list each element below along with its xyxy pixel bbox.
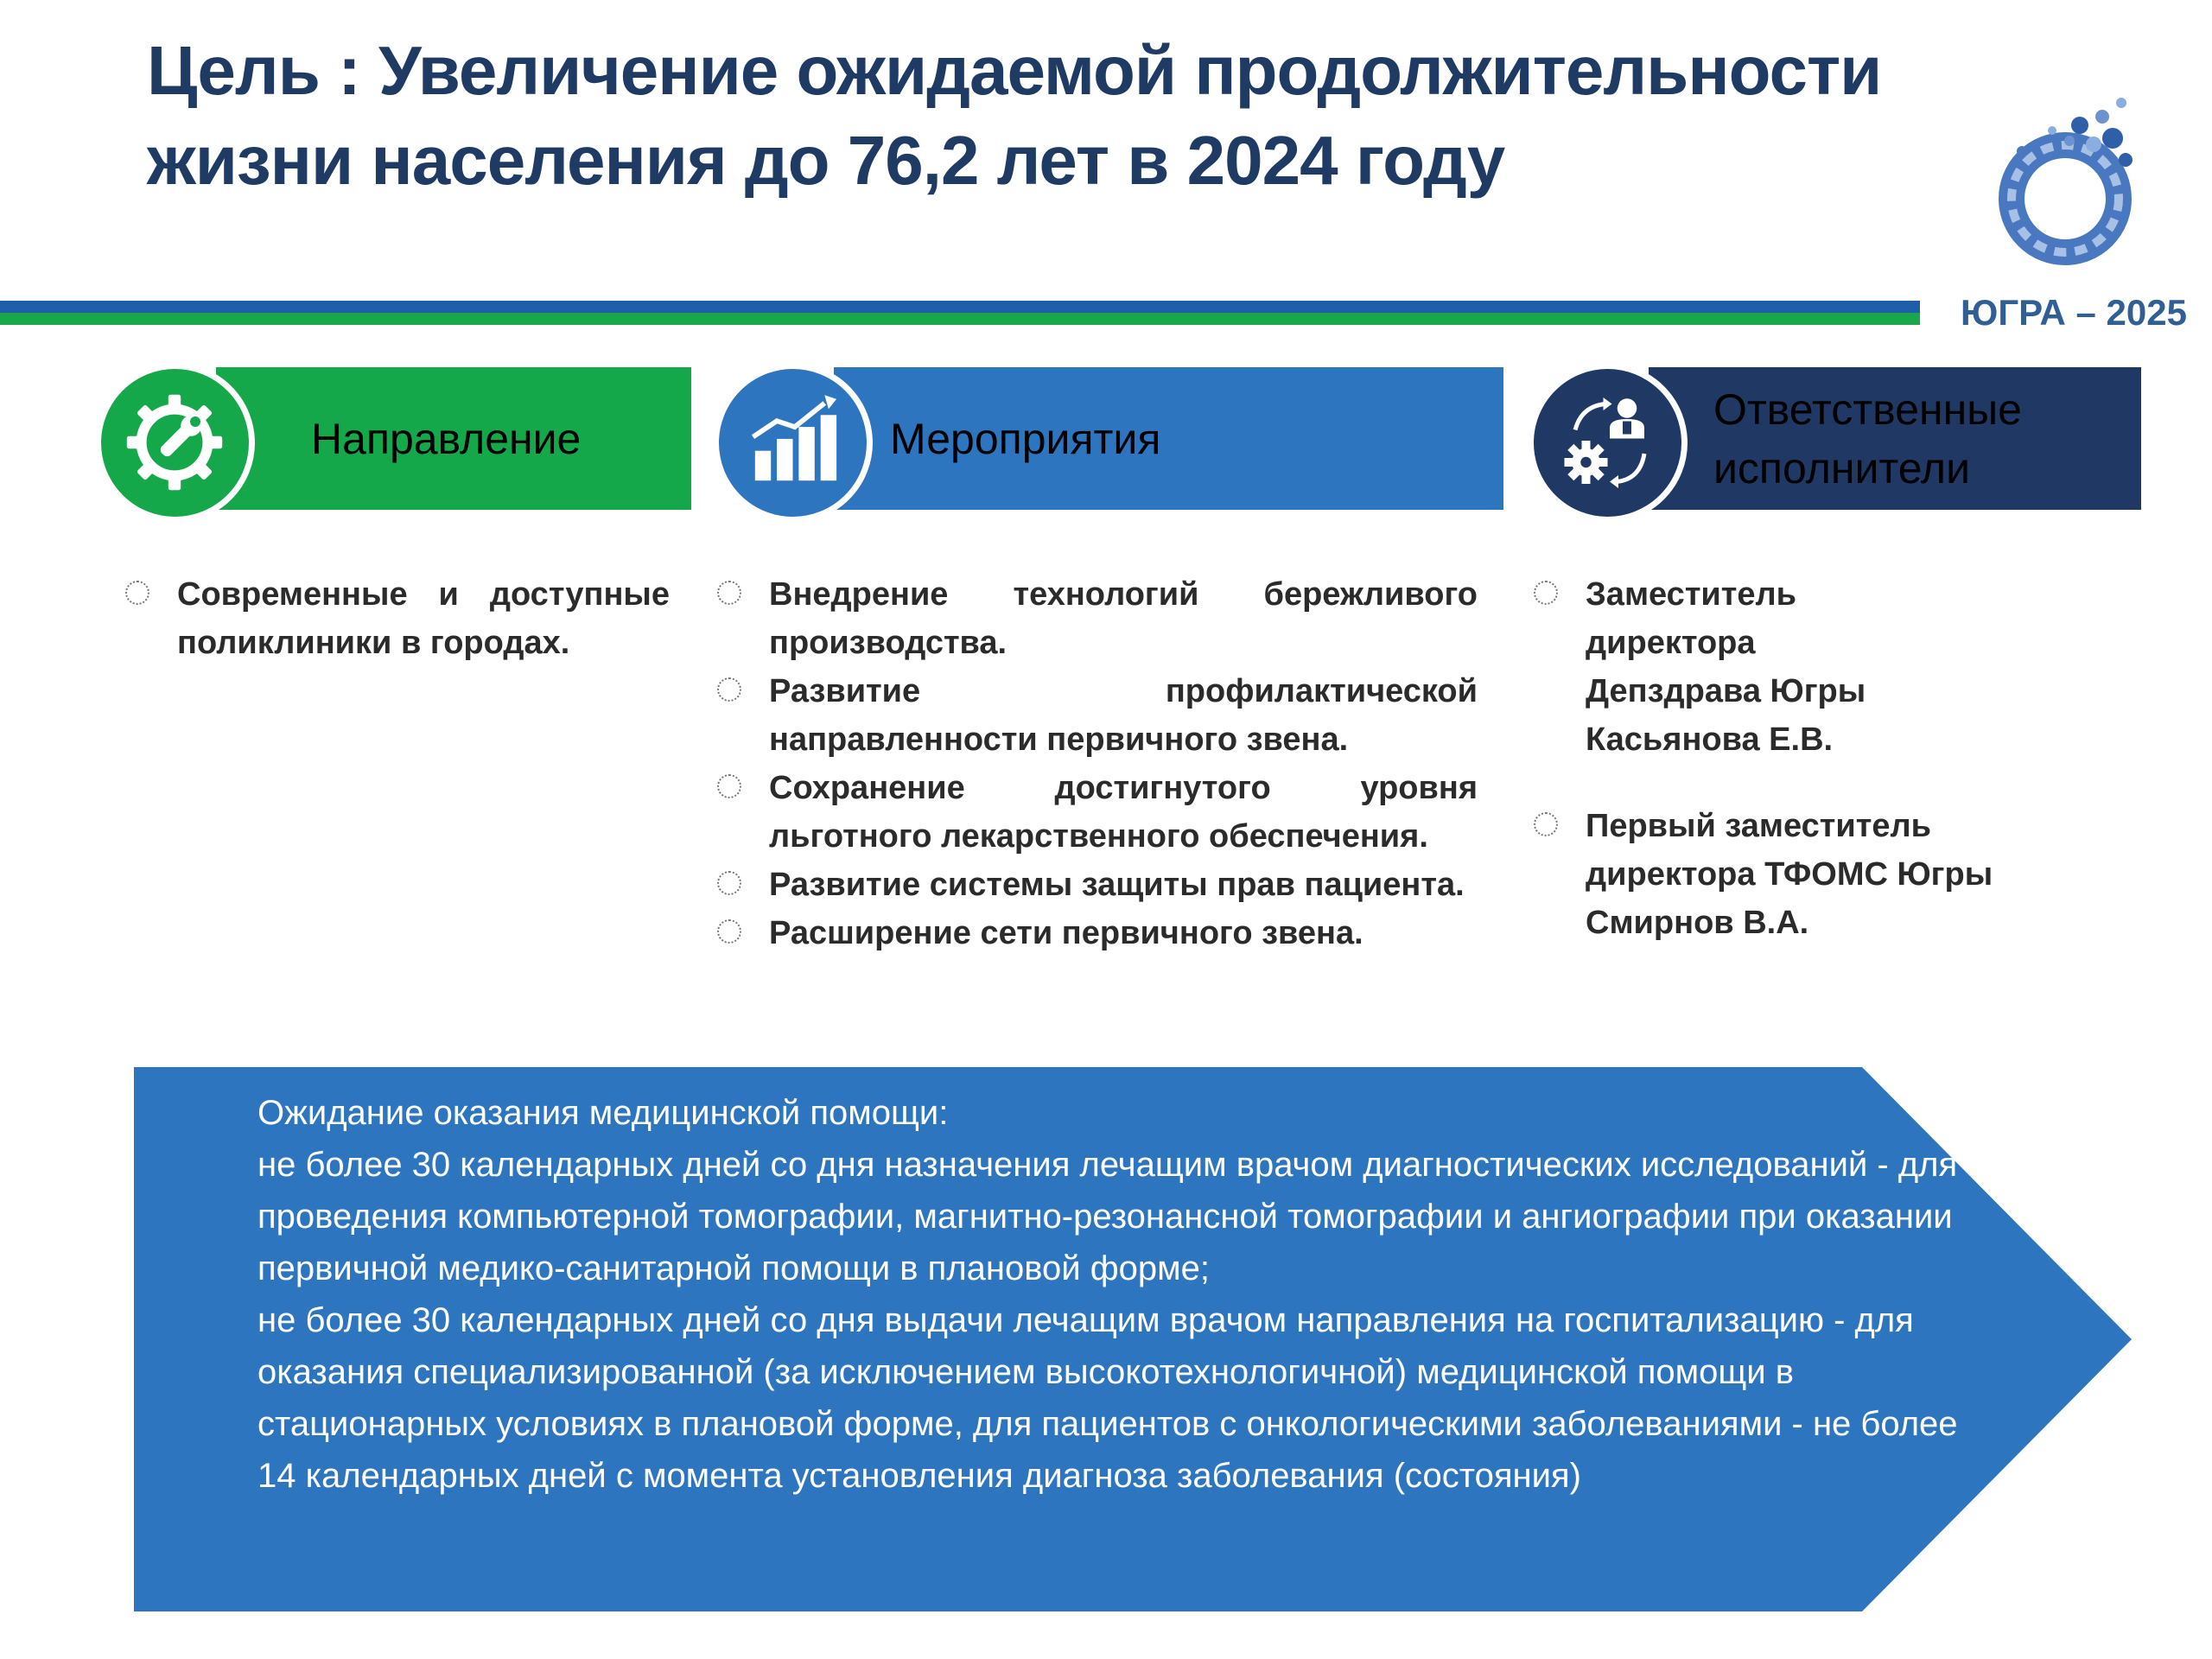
logo-caption: ЮГРА – 2025	[1961, 292, 2187, 333]
bullet-icon	[717, 871, 741, 895]
column-heading-direction: Направление	[311, 414, 582, 463]
responsible-list	[1534, 570, 2018, 985]
list-item: Внедрение технологий бережливого производства.	[717, 570, 1478, 667]
growth-chart-icon	[743, 393, 842, 493]
column-heading-activities: Мероприятия	[890, 414, 1161, 463]
column-header-responsible	[1528, 363, 2141, 510]
column-header-direction	[95, 363, 691, 510]
activities-list	[717, 570, 1478, 957]
bullet-icon	[1534, 812, 1558, 836]
manager-process-icon	[1554, 389, 1662, 497]
callout-text	[257, 1087, 1986, 1502]
bullet-icon	[717, 919, 741, 944]
direction-list	[125, 570, 670, 667]
callout-line: Ожидание оказания медицинской помощи:	[257, 1094, 949, 1132]
bullet-icon	[125, 581, 149, 605]
list-item: Сохранение достигнутого уровня льготного лекарственного обеспечения.	[717, 764, 1478, 861]
list-item: Расширение сети первичного звена.	[717, 909, 1478, 957]
bullet-icon	[1534, 581, 1558, 605]
yugra-2025-logo-icon	[1983, 91, 2147, 272]
bullet-icon	[717, 581, 741, 605]
bullet-icon	[717, 774, 741, 798]
list-item: Первый заместитель директора ТФОМС Югры Смирнов В.А.	[1534, 802, 2018, 947]
list-item: Заместитель директора Депздрава Югры Касьянова Е.В.	[1534, 570, 2018, 764]
bullet-icon	[717, 677, 741, 702]
divider-stripe	[0, 301, 1920, 325]
list-item: Современные и доступные поликлиники в городах.	[125, 570, 670, 667]
column-header-activities	[713, 363, 1503, 510]
column-heading-responsible: Ответственные исполнители	[1713, 385, 2022, 493]
page-title: Цель : Увеличение ожидаемой продолжительности жизни населения до 76,2 лет в 2024 году	[147, 32, 1882, 199]
callout-line: не более 30 календарных дней со дня выдачи лечащим врачом направления на госпитализацию - для оказания специализированной (за исключением высокотехнологичной) медицинской помощи в стационарных условиях в плановой форме, для пациентов с онкологическими заболеваниями - не более 14 календарных дней с момента установления диагноза заболевания (состояния)	[257, 1301, 1958, 1495]
callout-line: не более 30 календарных дней со дня назначения лечащим врачом диагностических исследований - для проведения компьютерной томографии, магнитно-резонансной томографии и ангиографии при оказании первичной медико-санитарной помощи в плановой форме;	[257, 1146, 1958, 1287]
list-item: Развитие системы защиты прав пациента.	[717, 861, 1478, 909]
gear-wrench-icon	[123, 391, 226, 494]
list-item: Развитие профилактической направленности первичного звена.	[717, 667, 1478, 764]
